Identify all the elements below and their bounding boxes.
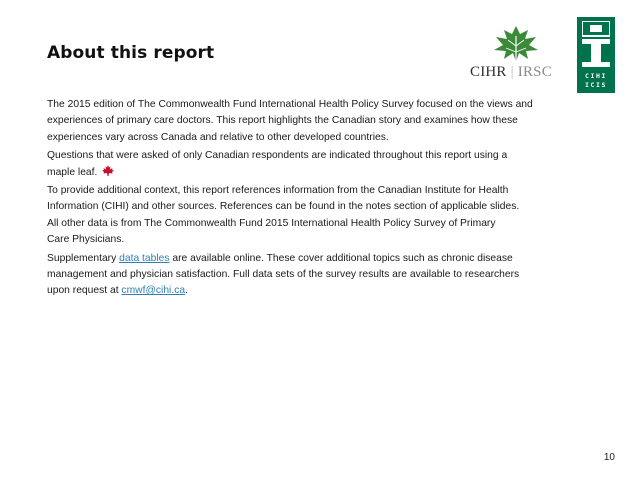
- text-line: Information (CIHI) and other sources. References can be found in the notes section of applicable slides.: [47, 201, 520, 213]
- paragraph-supplementary: [47, 251, 552, 300]
- paragraph-context-sources: [47, 183, 552, 249]
- data-tables-link[interactable]: data tables: [119, 252, 170, 264]
- text-line: maple leaf.: [47, 166, 98, 178]
- cihr-wordmark: CIHR | IRSC: [470, 64, 552, 80]
- text-line: All other data is from The Commonwealth Fund 2015 International Health Policy Survey of Primary: [47, 217, 496, 229]
- cihi-logo: [577, 17, 615, 93]
- text-line: experiences vary across Canada and relative to other developed countries.: [47, 131, 389, 143]
- text-line: The 2015 edition of The Commonwealth Fund International Health Policy Survey focused on the views and: [47, 99, 533, 110]
- paragraph-survey-intro: [47, 97, 552, 146]
- email-link[interactable]: cmwf@cihi.ca: [121, 285, 186, 297]
- text-line: experiences of primary care doctors. This report highlights the Canadian story and examines how these: [47, 115, 518, 127]
- cihi-i-icon: [582, 21, 610, 69]
- text-fragment: are available online. These cover additional topics such as chronic disease: [169, 252, 513, 264]
- text-line-with-icon: [47, 165, 552, 181]
- text-line: To provide additional context, this report references information from the Canadian Institute for Health: [47, 185, 509, 197]
- cihr-logo: [470, 24, 562, 82]
- maple-leaf-icon: [102, 165, 114, 176]
- report-body: [47, 97, 552, 302]
- text-line: Care Physicians.: [47, 234, 125, 246]
- cihr-label: CIHR: [470, 64, 507, 80]
- irsc-label: IRSC: [517, 64, 552, 80]
- icis-label: ICIS: [584, 81, 608, 89]
- text-line: management and physician satisfaction. Full data sets of the survey results are available to researchers: [47, 269, 520, 281]
- text-line-with-link: [47, 251, 552, 267]
- text-line-with-link: [47, 283, 552, 299]
- page-title: About this report: [47, 43, 215, 63]
- text-line: Questions that were asked of only Canadian respondents are indicated throughout this report using a: [47, 150, 508, 162]
- page-number: 10: [603, 452, 615, 463]
- text-fragment: upon request at: [47, 285, 122, 297]
- text-fragment: .: [185, 285, 188, 297]
- cihr-leaf-icon: [488, 24, 544, 64]
- cihi-label: CIHI: [584, 72, 608, 80]
- paragraph-maple-leaf-note: [47, 148, 552, 181]
- text-fragment: Supplementary: [47, 252, 120, 264]
